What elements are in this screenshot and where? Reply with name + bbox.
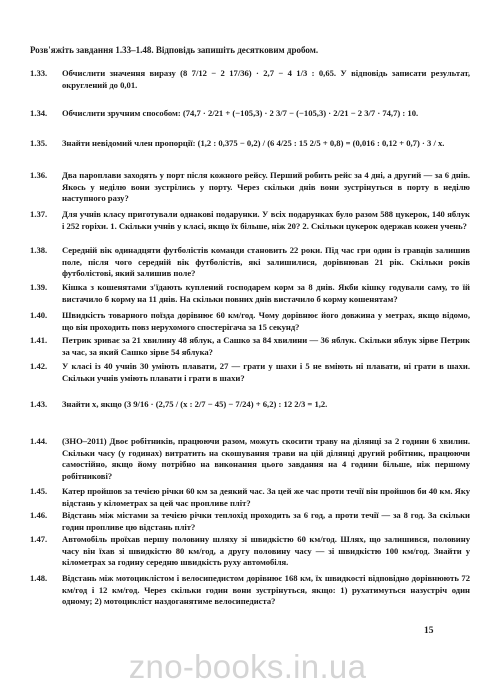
problem-number: 1.44.: [30, 436, 48, 446]
problem-text: Відстань між містами за течією річки теплохід проходить за 6 год, а проти течії — за 8 год. За скільки годин пропливе цю відстань пліт?: [62, 510, 470, 532]
problem-number: 1.43.: [30, 399, 48, 409]
problem-text: Для учнів класу приготували однакові подарунки. У всіх подарунках було разом 588 цукерок, 140 яблук і 252 горіхи. 1. Скільки учнів у класі, якщо їх більше, ніж 20? 2. Скільки цукерок одержав кожен учень?: [62, 209, 470, 231]
problem-number: 1.35.: [30, 138, 48, 148]
problem-number: 1.45.: [30, 486, 48, 496]
problem-number: 1.42.: [30, 361, 48, 371]
problem-number: 1.37.: [30, 209, 48, 219]
problem-text: Петрик зриває за 21 хвилину 48 яблук, а Сашко за 84 хвилини — 36 яблук. Скільки яблук зірве Петрик за час, за який Сашко зірве 54 яблука?: [62, 335, 470, 357]
problem-text: (ЗНО–2011) Двоє робітників, працюючи разом, можуть скосити траву на ділянці за 2 години 6 хвилин. Скільки часу (у годинах) витратить на скошування трави на цій ділянці другий робітник, працюючи самостійно, якщо йому потрібно на виконання цього завдання на 4 години більше, ніж першому робітникові?: [62, 436, 470, 481]
problem-number: 1.47.: [30, 534, 48, 544]
problem-text: Знайти невідомий член пропорції: (1,2 : 0,375 − 0,2) / (6 4/25 : 15 2/5 + 0,8) = (0,016 : 0,12 + 0,7) · 3 / x.: [62, 138, 445, 148]
section-instructions: Розв'яжіть завдання 1.33–1.48. Відповідь запишіть десятковим дробом.: [30, 45, 319, 55]
problem-number: 1.40.: [30, 310, 48, 320]
problem-number: 1.36.: [30, 170, 48, 180]
problem-text: Автомобіль проїхав першу половину шляху зі швидкістю 60 км/год. Шлях, що залишився, половину часу він їхав зі швидкістю 80 км/год, а другу половину часу — зі швидкістю 100 км/год. Знайти у кілометрах за годину середню швидкість руху автомобіля.: [62, 534, 470, 568]
problem-number: 1.38.: [30, 245, 48, 255]
problem-number: 1.34.: [30, 108, 48, 118]
problem-number: 1.48.: [30, 573, 48, 583]
problem-text: Кішка з кошенятами з'їдають куплений господарем корм за 8 днів. Якби кішку годували саму, то їй вистачило б корму на 11 днів. На скільки повних днів вистачило б корму кошенятам?: [62, 282, 470, 304]
problem-text: Відстань між мотоциклістом і велосипедистом дорівнює 168 км, їх швидкості відповідно дорівнюють 72 км/год і 12 км/год. Через скільки годин вони зустрінуться, якщо: 1) рухатимуться назустріч один одному; 2) мотоцикліст наздоганятиме велосипедиста?: [62, 573, 470, 607]
problem-text: У класі із 40 учнів 30 уміють плавати, 27 — грати у шахи і 5 не вміють ні плавати, ні грати в шахи. Скільки учнів уміють плавати і грати в шахи?: [62, 361, 470, 383]
problem-text: Швидкість товарного поїзда дорівнює 60 км/год. Чому дорівнює його довжина у метрах, якщо відомо, що він проходить повз нерухомого спостерігача за 15 секунд?: [62, 310, 470, 332]
problem-text: Знайти x, якщо (3 9/16 · (2,75 / (x : 2/7 − 45) − 7/24) + 6,2) : 12 2/3 = 1,2.: [62, 399, 328, 409]
problem-number: 1.33.: [30, 68, 48, 78]
problem-text: Обчислити зручним способом: (74,7 · 2/21 + (−105,3) · 2 3/7 − (−105,3) · 2/21 − 2 3/7 · 74,7) : 10.: [62, 108, 419, 118]
problem-text: Середній вік одинадцяти футболістів команди становить 22 роки. Під час гри один із гравців залишив поле, після чого середній вік футболістів, які залишилися, дорівнював 21 рік. Скільки років футболістові, який залишив поле?: [62, 245, 470, 279]
watermark: zno-books.in.ua: [128, 648, 367, 685]
page-number: 15: [424, 626, 434, 636]
problem-number: 1.46.: [30, 510, 48, 520]
problem-text: Два пароплави заходять у порт після кожного рейсу. Перший робить рейс за 4 дні, а другий — за 6 днів. Якось у неділю вони зустрілись у порту. Через скільки днів вони зустрінуться в порту в неділю наступного разу?: [62, 170, 470, 204]
problem-text: Обчислити значення виразу (8 7/12 − 2 17/36) · 2,7 − 4 1/3 : 0,65. У відповідь записати результат, округлений до 0,01.: [62, 68, 470, 90]
problem-text: Катер пройшов за течією річки 60 км за деякий час. За цей же час проти течії він пройшов би 40 км. Яку відстань у кілометрах за цей час пропливе пліт?: [62, 486, 470, 508]
problem-number: 1.41.: [30, 335, 48, 345]
problem-number: 1.39.: [30, 282, 48, 292]
